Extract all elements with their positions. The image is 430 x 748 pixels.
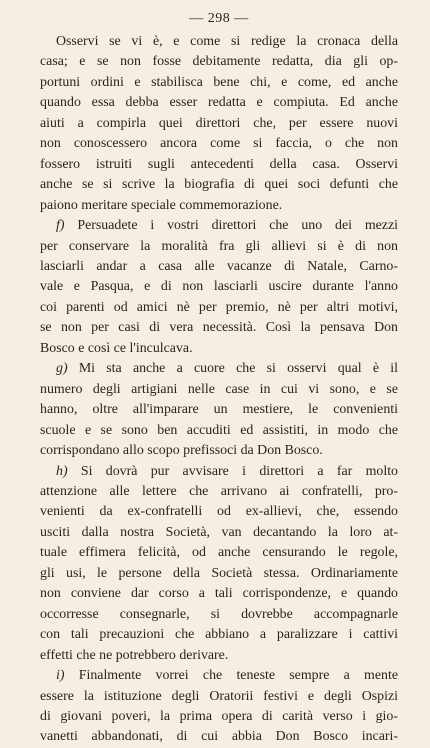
text-line [40,421,398,441]
text-line [40,196,398,216]
text-line [40,32,398,52]
line-text: occorresse consegnarle, si dovrebbe accompagnarle [40,606,398,622]
text-line [40,666,398,686]
line-text: Persuadete i vostri direttori che uno dei mezzi [64,218,398,234]
text-line [40,318,398,338]
text-line [40,543,398,563]
line-text: venienti da ex-confratelli od ex-allievi, che, essendo [40,504,398,520]
line-text: essere la istituzione degli Oratorii festivi e degli Ospizi [40,688,398,704]
line-text: anche se si scrive la biografia di quei soci defunti che [40,177,398,193]
text-line [40,257,398,277]
line-text: con tali precauzioni che abbiano a paralizzare i cattivi [40,627,398,643]
text-line [40,441,398,461]
line-text: casa; e se non fosse debitamente redatta, dia gli op- [40,54,398,70]
text-line [40,73,398,93]
text-line [40,216,398,236]
text-line [40,134,398,154]
line-text: corrispondano allo scopo prefissoci da Don Bosco. [40,443,323,459]
line-text: per conservare la moralità fra gli allievi si è di non [40,238,398,254]
line-text: numero degli artigiani nelle case in cui vi sono, e se [40,381,398,397]
text-line [40,52,398,72]
text-line [40,175,398,195]
line-text: attenzione alle lettere che arrivano ai confratelli, pro- [40,483,398,499]
line-text: usciti dalla nostra Società, van decantando la loro at- [40,524,398,540]
line-text: Osservi se vi è, e come si redige la cronaca della [56,34,398,49]
text-line [40,298,398,318]
line-text: effetti che ne potrebbero derivare. [40,647,229,663]
text-line [40,707,398,727]
text-line [40,155,398,175]
text-line [40,114,398,134]
line-text: paiono meritare speciale commemorazione. [40,197,283,213]
line-text: fossero istruiti sugli antecedenti della casa. Osservi [40,156,398,172]
text-line [40,400,398,420]
line-text: portuni ordini e stabilisca bene chi, e come, ed anche [40,74,398,90]
line-text: tuale effimera felicità, od anche censurando le regole, [40,545,398,561]
line-text: coi parenti od amici nè per premio, nè per altri motivi, [40,299,398,315]
line-text: Bosco e così ce l'inculcava. [40,340,193,356]
list-marker: h) [56,463,68,479]
line-text: quando essa debba esser redatta e compiuta. Ed anche [40,95,398,111]
line-text: vanetti abbandonati, di cui abbia Don Bosco incari- [40,729,398,745]
list-marker: f) [56,218,65,234]
text-line [40,584,398,604]
text-line [40,237,398,257]
line-text: hanno, oltre all'imparare un mestiere, le convenienti [40,402,398,418]
line-text: Finalmente vorrei che teneste sempre a mente [64,668,398,684]
list-marker: g) [56,361,68,377]
line-text: vale e Pasqua, e di non lasciarli uscire durante l'anno [40,279,398,295]
text-line [40,93,398,113]
line-text: Mi sta anche a cuore che si osservi qual è il [67,361,398,377]
line-text: aiuti a compirla quei direttori che, per essere nuovi [40,115,398,131]
line-text: gli usi, le persone della Società stessa. Ordinariamente [40,565,398,581]
list-marker: i) [56,668,65,684]
text-line [40,482,398,502]
text-line [40,277,398,297]
text-line [40,687,398,707]
text-line [40,727,398,747]
text-line [40,605,398,625]
line-text: Si dovrà pur avvisare i direttori a far molto [67,463,398,479]
text-line [40,523,398,543]
line-text: scuole e se sono ben accuditi ed assistiti, in modo che [40,422,398,438]
page-number: — 298 — [189,11,249,26]
line-text: non conoscessero ancora come si faccia, o che non [40,136,398,152]
text-line [40,462,398,482]
text-line [40,502,398,522]
text-line [40,625,398,645]
line-text: di giovani poveri, la prima opera di carità verso i gio- [40,708,398,724]
text-line [40,359,398,379]
text-line [40,339,398,359]
line-text: non conviene dar corso a tali corrispondenze, e quando [40,586,398,602]
line-text: lasciarli andar a casa alle vacanze di Natale, Carno- [40,258,398,274]
line-text: se non per casi di vera necessità. Così la pensava Don [40,320,398,336]
text-line [40,380,398,400]
text-line [40,564,398,584]
body-text [40,32,398,748]
